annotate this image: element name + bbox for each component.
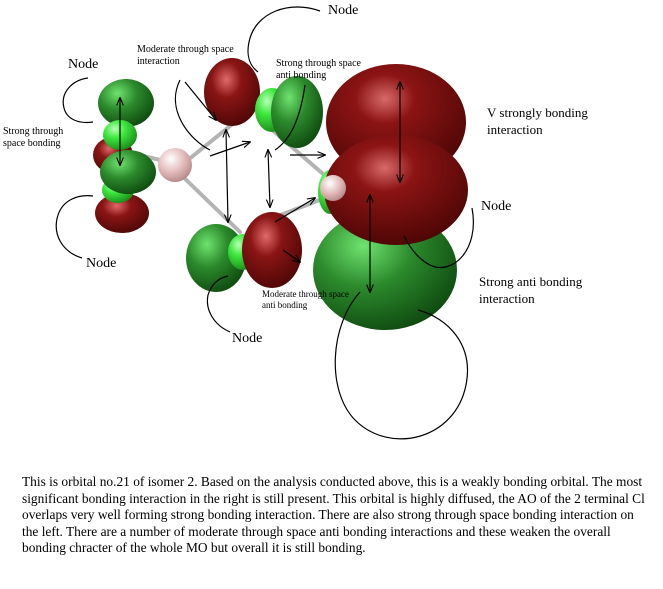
strong-through-space-bonding-label: Strong through space bonding (3, 126, 64, 149)
node-label: Node (481, 199, 512, 214)
lobe-positive (98, 79, 154, 127)
atom (158, 148, 192, 182)
node-curve (56, 196, 93, 258)
moderate-through-space-anti-label: Moderate through space anti bonding (262, 289, 349, 310)
bond (178, 172, 240, 232)
caption: This is orbital no.21 of isomer 2. Based on the analysis conducted above, this is a weakly bonding orbital. The most significant bonding interaction in the right is still present. This orbital is highly diffused, the AO of the 2 terminal Cl overlaps very well forming strong bonding interaction. There are also strong through space bonding interaction on the left. There are a number of moderate through space anti bonding interactions and these weaken the overall bonding chracter of the whole MO but overall it is still bonding. (22, 474, 645, 556)
left-lobes (93, 79, 156, 233)
strong-anti-bonding-label: Strong anti bonding interaction (479, 274, 583, 306)
atom (320, 175, 346, 201)
moderate-through-space-label: Moderate through space interaction (137, 44, 234, 67)
lobe-positive (100, 150, 156, 194)
arrow (226, 130, 228, 222)
node-label: Node (68, 57, 99, 72)
bottom-middle-lobes (186, 212, 302, 292)
v-strongly-bonding-label: V strongly bonding interaction (487, 105, 588, 137)
node-label: Node (328, 3, 359, 18)
node-curve (63, 78, 93, 122)
node-label: Node (86, 256, 117, 271)
arrow (268, 150, 270, 207)
arrow (275, 198, 315, 222)
lobe-negative (242, 212, 302, 288)
lobe-positive (271, 76, 323, 148)
strong-through-space-anti-label: Strong through space anti bonding (276, 58, 361, 81)
node-label: Node (232, 331, 263, 346)
arrow (210, 142, 250, 156)
